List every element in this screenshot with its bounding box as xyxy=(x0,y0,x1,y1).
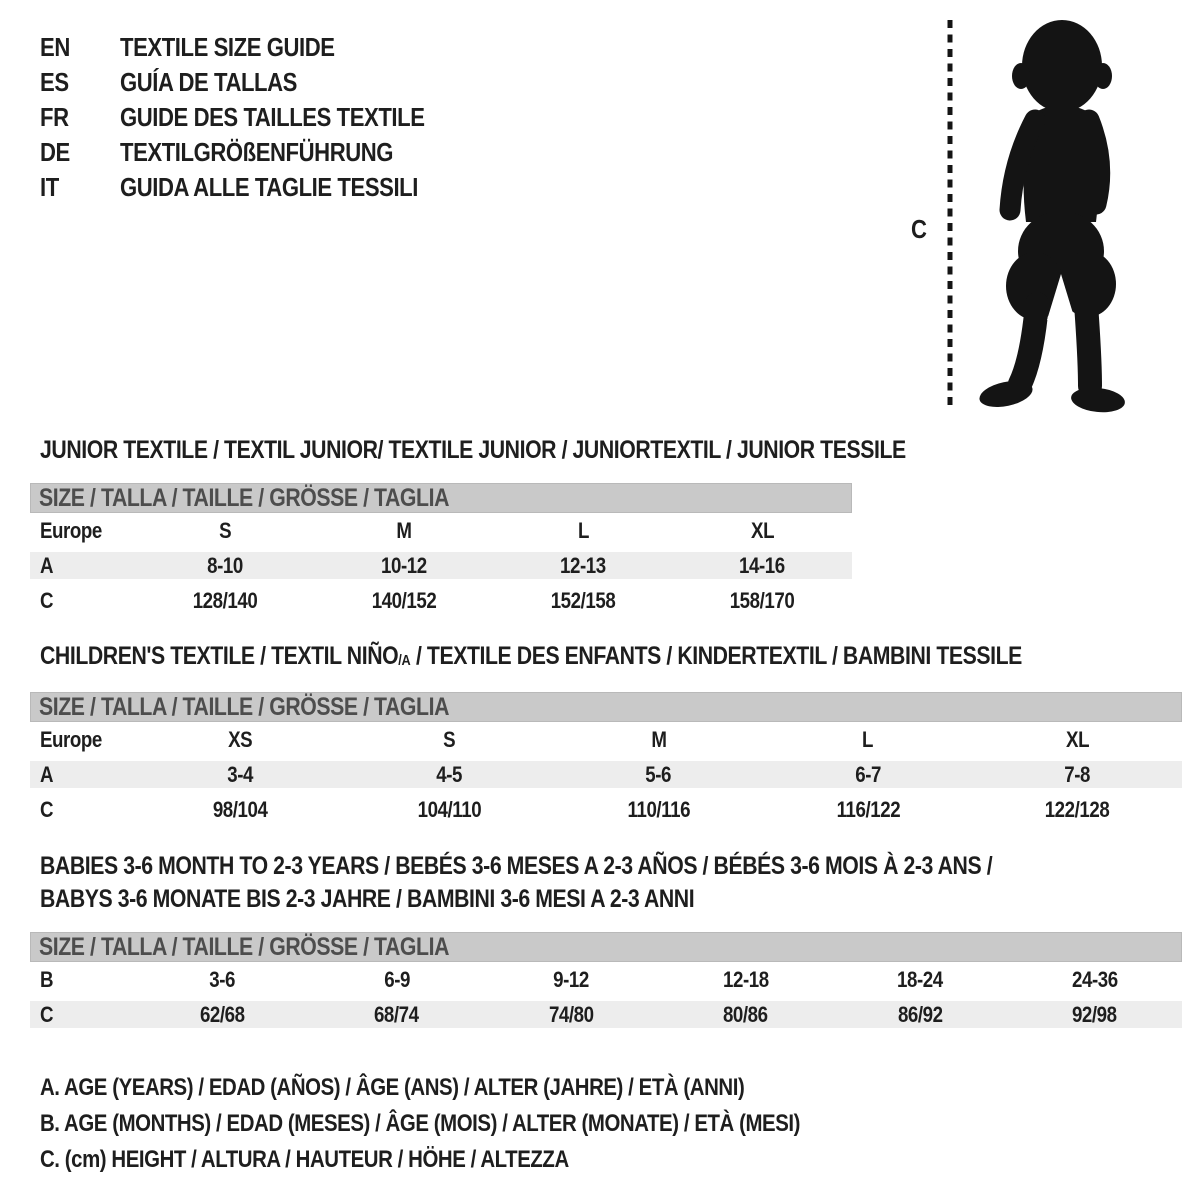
table-cell: 140/152 xyxy=(371,587,437,613)
table-row xyxy=(30,962,1182,997)
language-list xyxy=(40,30,600,205)
language-title: TEXTILGRÖßENFÜHRUNG xyxy=(120,137,394,167)
footnote-legend xyxy=(40,1070,934,1178)
table-row xyxy=(30,792,1182,827)
language-code: FR xyxy=(40,102,69,132)
language-row xyxy=(40,135,600,170)
title-subscript: /A xyxy=(398,652,411,669)
table-cell: 80/86 xyxy=(723,1001,769,1027)
language-title: GUÍA DE TALLAS xyxy=(120,67,297,97)
table-cell: 152/158 xyxy=(550,587,616,613)
section-title-text: JUNIOR TEXTILE / TEXTIL JUNIOR/ TEXTILE JUNIOR / JUNIORTEXTIL / JUNIOR TESSILE xyxy=(40,436,906,464)
table-cell: 128/140 xyxy=(192,587,257,613)
table-cell: XS xyxy=(227,726,252,752)
table-cell: 104/110 xyxy=(417,796,481,822)
toddler-silhouette xyxy=(977,20,1126,415)
table-cell: 18-24 xyxy=(897,966,944,992)
table-cell: 86/92 xyxy=(897,1001,943,1027)
language-row xyxy=(40,65,600,100)
table-cell: 12-18 xyxy=(722,966,769,992)
table-cell: 5-6 xyxy=(645,761,672,787)
language-title: GUIDE DES TAILLES TEXTILE xyxy=(120,102,425,132)
table-cell: 7-8 xyxy=(1064,761,1091,787)
table-cell: M xyxy=(650,726,667,752)
size-table-babies xyxy=(30,962,1182,1032)
table-cell: 12-13 xyxy=(560,552,606,578)
row-label: Europe xyxy=(40,726,102,752)
row-label: C xyxy=(40,1001,54,1027)
table-cell: 62/68 xyxy=(199,1001,245,1027)
table-cell: L xyxy=(862,726,874,752)
footnote-a: A. AGE (YEARS) / EDAD (AÑOS) / ÂGE (ANS) / ALTER (JAHRE) / ETÀ (ANNI) xyxy=(40,1074,745,1101)
footnote-c: C. (cm) HEIGHT / ALTURA / HAUTEUR / HÖHE / ALTEZZA xyxy=(40,1146,569,1173)
section-title-children xyxy=(40,642,1195,671)
size-header-text: SIZE / TALLA / TAILLE / GRÖSSE / TAGLIA xyxy=(39,932,449,961)
table-cell: 6-7 xyxy=(855,761,881,787)
table-cell: 122/128 xyxy=(1045,796,1110,822)
title-pre: CHILDREN'S TEXTILE / TEXTIL NIÑO xyxy=(40,642,399,670)
table-cell: 6-9 xyxy=(383,966,410,992)
size-header-text: SIZE / TALLA / TAILLE / GRÖSSE / TAGLIA xyxy=(39,692,449,721)
size-table-children xyxy=(30,722,1182,827)
row-label: A xyxy=(40,552,54,578)
row-label: A xyxy=(40,761,54,787)
section-title-text xyxy=(40,642,1022,671)
table-cell: 24-36 xyxy=(1071,966,1118,992)
table-cell: L xyxy=(577,517,589,543)
section-title-line2: BABYS 3-6 MONATE BIS 2-3 JAHRE / BAMBINI 3-6 MESI A 2-3 ANNI xyxy=(40,885,695,913)
section-title-babies xyxy=(40,850,1160,916)
row-label: C xyxy=(40,587,54,613)
table-cell: M xyxy=(396,517,412,543)
size-header-bar-babies xyxy=(30,932,1182,962)
table-row xyxy=(30,548,852,583)
table-row xyxy=(30,513,852,548)
table-cell: 9-12 xyxy=(553,966,590,992)
table-row xyxy=(30,997,1182,1032)
table-cell: S xyxy=(443,726,456,752)
table-cell: 4-5 xyxy=(436,761,462,787)
language-row xyxy=(40,170,600,205)
table-cell: XL xyxy=(750,517,774,543)
language-code: DE xyxy=(40,137,70,167)
table-cell: 98/104 xyxy=(212,796,268,822)
row-label: B xyxy=(40,966,54,992)
footnote-b: B. AGE (MONTHS) / EDAD (MESES) / ÂGE (MOIS) / ALTER (MONATE) / ETÀ (MESI) xyxy=(40,1110,801,1137)
table-cell: 116/122 xyxy=(836,796,900,822)
size-table-junior xyxy=(30,513,852,618)
language-code: EN xyxy=(40,32,70,62)
size-header-bar-children xyxy=(30,692,1182,722)
table-cell: 14-16 xyxy=(739,552,786,578)
table-row xyxy=(30,722,1182,757)
toddler-silhouette-image xyxy=(940,14,1150,416)
size-header-text: SIZE / TALLA / TAILLE / GRÖSSE / TAGLIA xyxy=(39,483,449,512)
height-measure-label: C xyxy=(911,214,927,244)
table-cell: XL xyxy=(1065,726,1089,752)
language-title: TEXTILE SIZE GUIDE xyxy=(120,32,335,62)
section-title-junior xyxy=(40,436,1059,465)
language-row xyxy=(40,100,600,135)
table-cell: 3-4 xyxy=(226,761,253,787)
table-row xyxy=(30,583,852,618)
section-title-line1: BABIES 3-6 MONTH TO 2-3 YEARS / BEBÉS 3-6 MESES A 2-3 AÑOS / BÉBÉS 3-6 MOIS À 2-3 ANS / xyxy=(40,852,993,880)
table-cell: S xyxy=(218,517,231,543)
language-code: IT xyxy=(40,172,59,202)
table-cell: 92/98 xyxy=(1072,1001,1118,1027)
table-cell: 3-6 xyxy=(209,966,236,992)
size-header-bar-junior xyxy=(30,483,852,513)
language-code: ES xyxy=(40,67,69,97)
height-measure-figure xyxy=(905,14,1150,416)
table-cell: 8-10 xyxy=(206,552,243,578)
table-row xyxy=(30,757,1182,792)
language-row xyxy=(40,30,600,65)
title-post: / TEXTILE DES ENFANTS / KINDERTEXTIL / BAMBINI TESSILE xyxy=(410,642,1022,670)
table-cell: 10-12 xyxy=(381,552,427,578)
language-title: GUIDA ALLE TAGLIE TESSILI xyxy=(120,172,418,202)
table-cell: 74/80 xyxy=(548,1001,594,1027)
row-label: Europe xyxy=(40,517,102,543)
row-label: C xyxy=(40,796,54,822)
table-cell: 110/116 xyxy=(627,796,690,822)
table-cell: 158/170 xyxy=(730,587,795,613)
table-cell: 68/74 xyxy=(374,1001,420,1027)
